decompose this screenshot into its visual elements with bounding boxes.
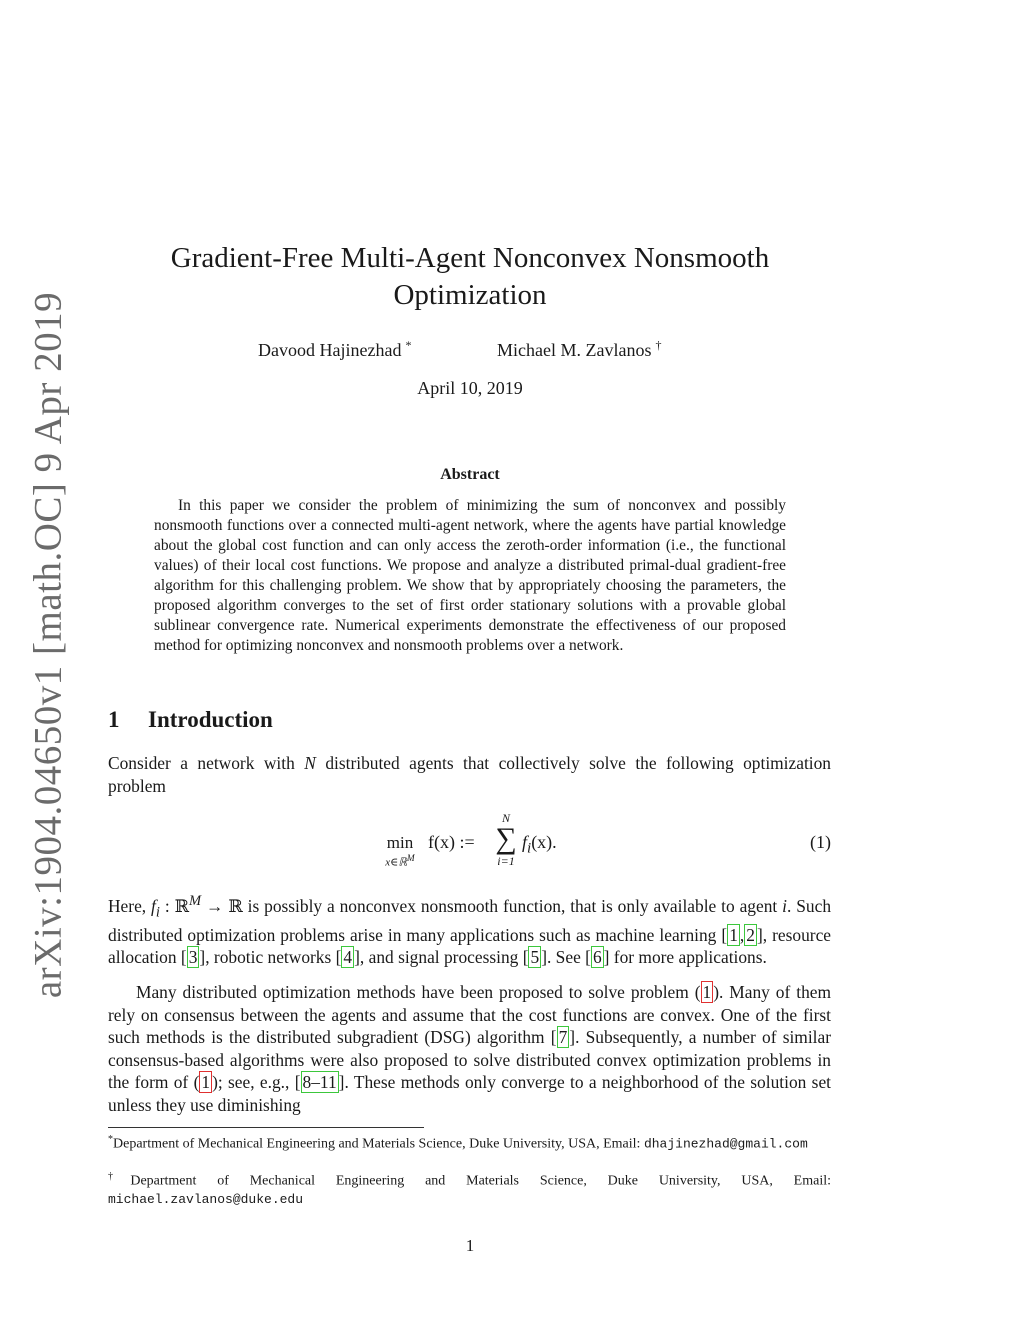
citation-link[interactable]: 5 — [530, 947, 540, 968]
var-N: N — [304, 753, 316, 773]
citation-link[interactable]: 1 — [729, 924, 738, 945]
citation-link[interactable]: 6 — [592, 947, 602, 968]
equation-1 — [108, 812, 831, 876]
arxiv-stamp — [18, 291, 78, 999]
citation-link[interactable]: 4 — [343, 947, 353, 968]
paper-date: April 10, 2019 — [417, 378, 523, 398]
footnote-1: *Department of Mechanical Engineering and Materials Science, Duke University, USA, Email: dhajinezhad@gmail.com — [108, 1134, 808, 1152]
section-number: 1 — [108, 707, 120, 732]
eq-lhs: f(x) := — [428, 832, 475, 852]
author-1-mark: * — [405, 338, 412, 352]
footnote-rule — [108, 1127, 424, 1128]
arxiv-stamp-text: arXiv:1904.04650v1 [math.OC] 9 Apr 2019 — [26, 291, 70, 999]
equation-ref-link[interactable]: 1 — [201, 1072, 211, 1092]
equation-ref-link[interactable]: 1 — [702, 982, 712, 1002]
citation-link[interactable]: 2 — [746, 924, 755, 945]
author-list — [150, 338, 790, 362]
author-1 — [258, 338, 411, 361]
email-link[interactable]: dhajinezhad@gmail.com — [643, 1136, 808, 1152]
abstract-body: In this paper we consider the problem of minimizing the sum of nonconvex and possibly nonsmooth functions over a connected multi-agent network, where the agents have partial knowledge about the global cost function and can only access the zeroth-order information (i.e., the functional values) of their local cost functions. We propose and analyze a distributed primal-dual gradient-free algorithm for this challenging problem. We show that by appropriately choosing the parameters, the proposed algorithm converges to the set of first order stationary solutions with a provable global sublinear convergence rate. Numerical experiments demonstrate the effectiveness of our proposed method for optimizing nonconvex and nonsmooth problems over a network. — [154, 497, 786, 654]
abstract-heading: Abstract — [440, 466, 500, 483]
eq-rhs: $f_i(x)$. — [522, 832, 557, 857]
intro-paragraph-3: Many distributed optimization methods have been proposed to solve problem ( 1 ). Many of them rely on consensus between the agents and assume that the cost functions are convex. One of the first such methods is the distributed subgradient (DSG) algorithm [ 7 ]. Subsequently, a number of similar consensus-based algorithms were also proposed to solve distributed convex optimization problems in the form of ( 1 ); see, e.g., [ 8–11 ]. These methods only converge to a neighborhood of the solution set unless they use diminishing — [108, 982, 832, 1115]
section-heading — [108, 707, 273, 733]
email-link[interactable]: michael.zavlanos@duke.edu — [108, 1191, 304, 1207]
eq-sum: N ∑ i=1 — [495, 811, 517, 868]
author-1-name: Davood Hajinezhad — [258, 340, 402, 360]
author-2-mark: † — [655, 338, 662, 352]
citation-link[interactable]: 7 — [558, 1027, 568, 1047]
intro-paragraph-2: Here, $f_i$ : ℝ$^M$ → ℝ is possibly a nonconvex nonsmooth function, that is only available to agent i. Such distributed optimization problems arise in many applications such as machine learning [ 1 , 2 ], resource allocation [ 3 ], robotic networks [ 4 ], and signal processing [ 5 ]. See [ 6 ] for more applications. — [108, 893, 832, 968]
eq-min-operator: min x∈ℝ$^M$ — [385, 833, 415, 869]
equation-number: (1) — [810, 832, 831, 852]
footnote-2: †Department of Mechanical Engineering and Materials Science, Duke University, USA, Email: michael.zavlanos@duke.edu — [108, 1171, 831, 1207]
author-2-name: Michael M. Zavlanos — [497, 340, 652, 360]
citation-link[interactable]: 3 — [188, 947, 198, 968]
paper-title: Gradient-Free Multi-Agent Nonconvex Nonsmooth Optimization — [170, 242, 770, 311]
intro-paragraph-1: Consider a network with N distributed agents that collectively solve the following optimization problem — [108, 753, 832, 796]
page-number: 1 — [465, 1236, 475, 1255]
author-2 — [497, 338, 661, 361]
section-title: Introduction — [148, 707, 273, 732]
citation-link[interactable]: 8–11 — [302, 1072, 337, 1092]
